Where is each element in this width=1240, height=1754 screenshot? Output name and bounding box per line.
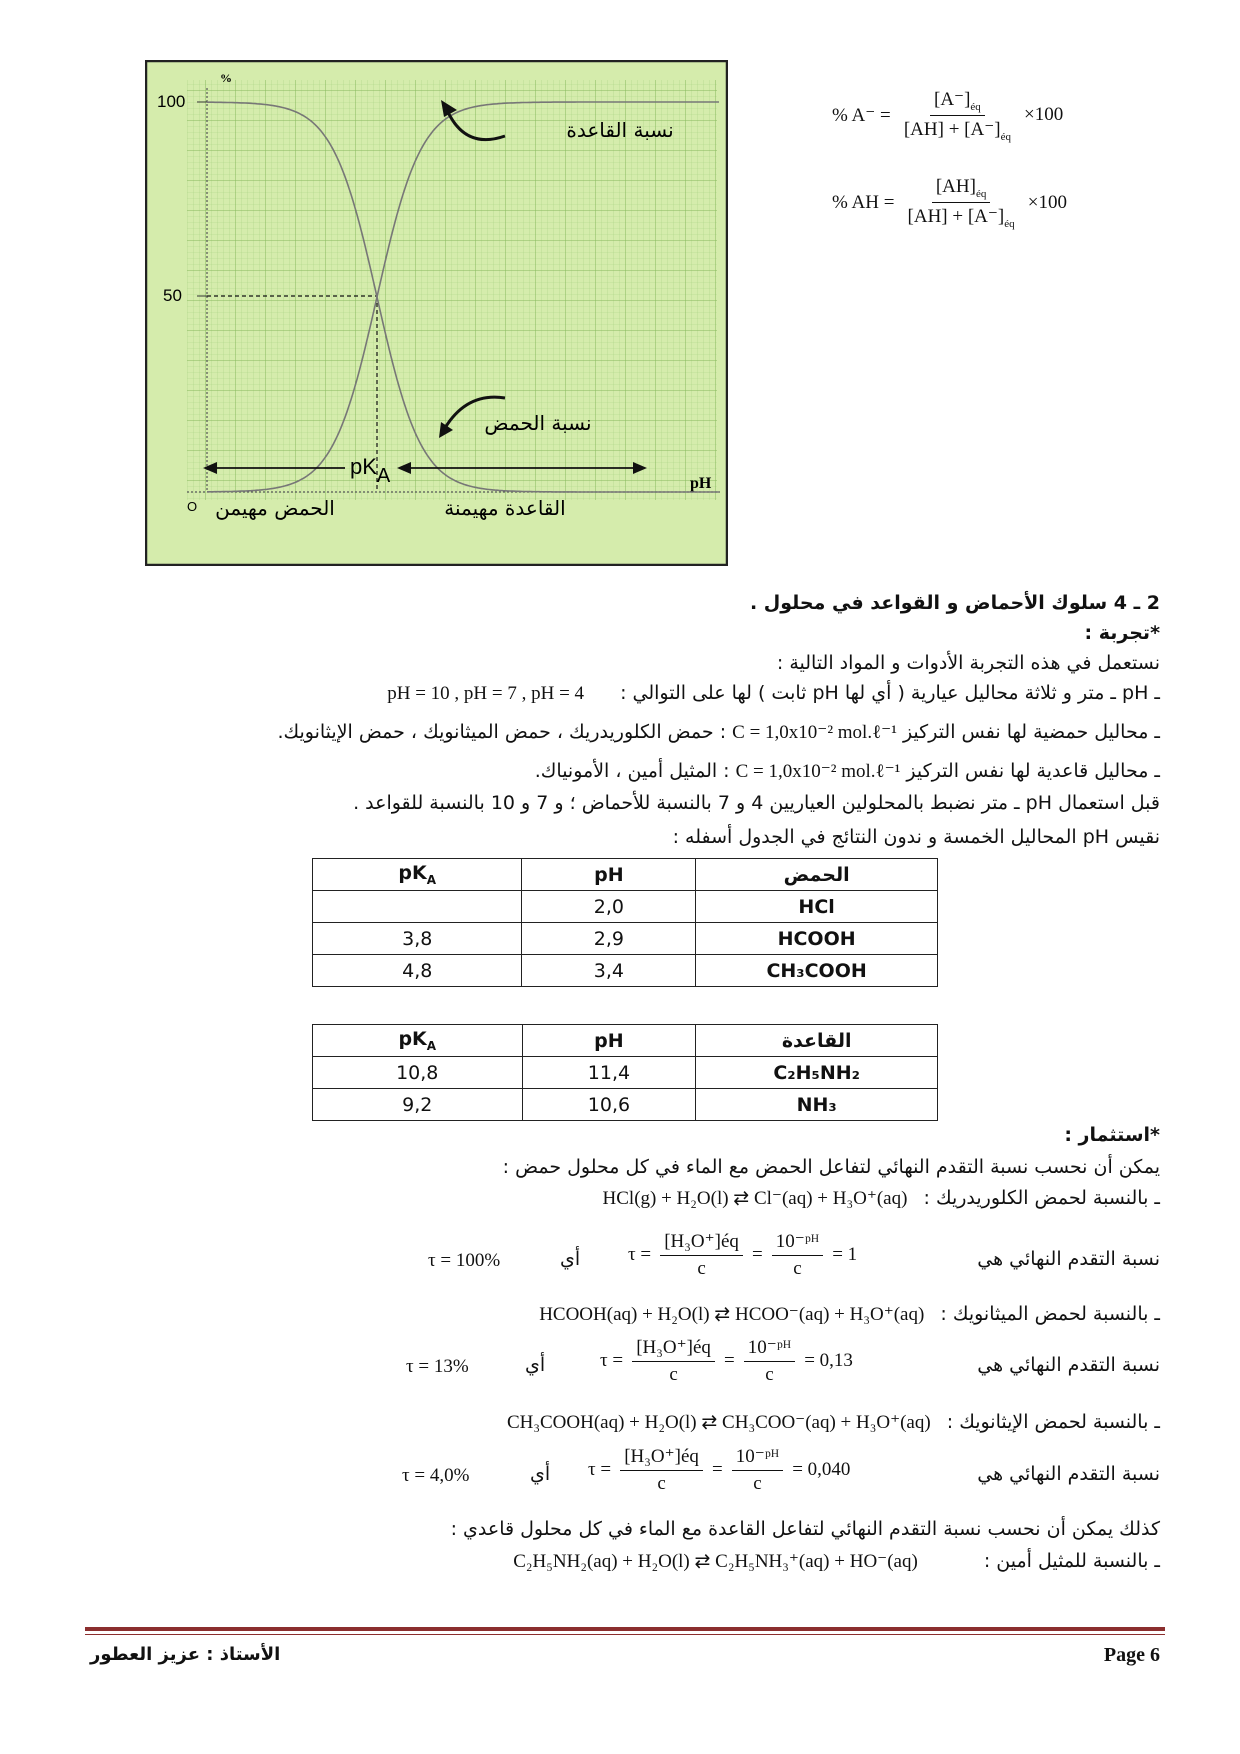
item-ph-meter-text: ـ pH ـ متر و ثلاثة محاليل عيارية ( أي لها pH ثابت ) لها على التوالي : <box>620 682 1160 704</box>
formula-ah-fraction <box>904 176 1019 230</box>
ch3cooh-tau-row <box>80 1445 1160 1515</box>
acid-ph-cell: 2,9 <box>522 923 696 955</box>
tau-den2: c <box>753 1473 762 1494</box>
hcooh-tau-value: = 0,13 <box>804 1349 853 1371</box>
acid-ratio-label: نسبة الحمض <box>484 411 592 435</box>
exploitation-heading: *استثمار : <box>1064 1124 1160 1146</box>
item-base-list: : المثيل أمين ، الأمونياك. <box>534 760 730 782</box>
hcooh-tau-result: τ = 13% <box>406 1356 469 1377</box>
hcl-tau-row <box>80 1230 1160 1300</box>
acid-table <box>312 858 938 987</box>
acid-table-ph-header: pH <box>522 859 696 891</box>
hcooh-tau-fraction1 <box>632 1336 715 1386</box>
sigmoid-figure <box>145 60 728 566</box>
tau-num2: 10⁻ᵖᴴ <box>732 1445 783 1471</box>
formula-ah-rhs: ×100 <box>1027 191 1067 213</box>
acid-table-pka-header: $pK_A$ <box>313 859 522 891</box>
ch3cooh-tau-label: نسبة التقدم النهائي هي <box>977 1463 1160 1485</box>
tau-num: [H₃O⁺]éq <box>660 1230 743 1256</box>
x-axis-label: pH <box>690 475 712 492</box>
ch3cooh-tau-fraction1 <box>620 1445 703 1495</box>
calibration-text: قبل استعمال pH ـ متر نضبط بالمحلولين العياريين 4 و 7 بالنسبة للأحماض ؛ و 7 و 10 بالنسبة للقواعد . <box>353 792 1160 814</box>
footer-page-number: Page 6 <box>1103 1644 1160 1666</box>
tau-num: [H₃O⁺]éq <box>632 1336 715 1362</box>
formula-ah-den: $[AH] + [A^-]_{éq}$ <box>907 205 1015 230</box>
hcooh-tau-row <box>80 1336 1160 1406</box>
distribution-chart <box>145 60 728 566</box>
hcl-tau-lhs: τ = <box>628 1243 652 1265</box>
formula-ah <box>832 176 1122 252</box>
formula-a-minus <box>832 88 1112 164</box>
item-ph-meter <box>80 682 1160 705</box>
base-ph-cell: 11,4 <box>522 1057 696 1089</box>
experiment-intro: نستعمل في هذه التجربة الأدوات و المواد التالية : <box>776 652 1160 674</box>
hcl-tau-formula: τ = $\frac{\text{[H₃O⁺]éq}}{c}$ = $\frac{\text{10⁻ᵖᴴ}}{c}$ = 1 <box>628 1231 858 1279</box>
hcooh-tau-lhs: τ = <box>600 1349 624 1371</box>
formula-a-minus-lhs: % A⁻ = <box>832 104 891 126</box>
table-row <box>313 955 938 987</box>
chart-grid <box>187 80 717 500</box>
item-acid-solutions <box>80 721 1160 744</box>
ch3cooh-tau-formula: τ = $\frac{\text{[H₃O⁺]éq}}{c}$ = $\frac{\text{10⁻ᵖᴴ}}{c}$ = 0,040 <box>588 1446 851 1494</box>
section-title: 2 ـ 4 سلوك الأحماض و القواعد في محلول . <box>749 592 1160 614</box>
base-table-ph-header: pH <box>522 1025 696 1057</box>
ch3cooh-tau-lhs: τ = <box>588 1458 612 1480</box>
acid-name-cell: HCl <box>696 891 938 923</box>
tau-den: c <box>657 1473 666 1494</box>
footer-rule-thick <box>85 1627 1165 1631</box>
base-pka-cell: 10,8 <box>313 1057 523 1089</box>
item-base-concentration: C = 1,0x10⁻² mol.ℓ⁻¹ <box>735 761 901 782</box>
tau-num2: 10⁻ᵖᴴ <box>744 1336 795 1362</box>
formula-ah-num: $[AH]_{éq}$ <box>932 176 991 203</box>
hcooh-line <box>80 1303 1160 1326</box>
hcooh-equation: HCOOH(aq) + H₂O(l) ⇄ HCOO⁻(aq) + H₃O⁺(aq) <box>539 1304 925 1325</box>
formula-a-minus-fraction <box>900 88 1015 143</box>
ch3cooh-line <box>80 1411 1160 1434</box>
item-base-solutions-text: ـ محاليل قاعدية لها نفس التركيز <box>906 760 1160 782</box>
hcooh-tau-fraction2 <box>744 1336 795 1386</box>
hcl-equation: HCl(g) + H₂O(l) ⇄ Cl⁻(aq) + H₃O⁺(aq) <box>602 1188 908 1209</box>
item-base-solutions <box>80 760 1160 783</box>
base-name-cell: NH₃ <box>696 1089 938 1121</box>
formula-a-minus-den: $[AH] + [A^-]_{éq}$ <box>903 118 1011 143</box>
acid-ph-cell: 3,4 <box>522 955 696 987</box>
item-acid-list: : حمض الكلوريدريك ، حمض الميثانويك ، حمض الإيثانويك. <box>277 721 727 743</box>
acid-pka-cell: 3,8 <box>313 923 522 955</box>
hcooh-label: ـ بالنسبة لحمض الميثانويك : <box>940 1303 1160 1325</box>
formula-a-minus-num: $[A^-]_{éq}$ <box>930 88 985 116</box>
exploitation-intro: يمكن أن نحسب نسبة التقدم النهائي لتفاعل الحمض مع الماء في كل محلول حمض : <box>502 1156 1160 1178</box>
tau-den2: c <box>793 1258 802 1279</box>
base-name-cell: C₂H₅NH₂ <box>696 1057 938 1089</box>
base-table-header <box>313 1025 938 1057</box>
acid-pka-cell <box>313 891 522 923</box>
table-row <box>313 923 938 955</box>
footer-author: الأستاذ : عزيز العطور <box>90 1644 281 1665</box>
item-acid-solutions-text: ـ محاليل حمضية لها نفس التركيز <box>902 721 1160 743</box>
tau-den2: c <box>765 1364 774 1385</box>
ch3cooh-tau-result: τ = 4,0% <box>402 1465 470 1486</box>
formula-ah-lhs: % AH = <box>832 191 895 213</box>
footer-rule-thin <box>85 1634 1165 1635</box>
acid-name-cell: CH₃COOH <box>696 955 938 987</box>
acid-ph-cell: 2,0 <box>522 891 696 923</box>
hcooh-tau-label: نسبة التقدم النهائي هي <box>977 1354 1160 1376</box>
hcl-tau-fraction1 <box>660 1230 743 1280</box>
tau-den: c <box>697 1258 706 1279</box>
acid-dominant-label: الحمض مهيمن <box>215 496 335 520</box>
base-table-pka-header: $pK_A$ <box>313 1025 523 1057</box>
tau-num: [H₃O⁺]éq <box>620 1445 703 1471</box>
ch3cooh-ay: أي <box>530 1463 551 1485</box>
hcl-tau-label: نسبة التقدم النهائي هي <box>977 1248 1160 1270</box>
table-row <box>313 891 938 923</box>
table-row <box>313 1089 938 1121</box>
acid-table-name-header: الحمض <box>696 859 938 891</box>
hcooh-ay: أي <box>525 1354 546 1376</box>
hcl-label: ـ بالنسبة لحمض الكلوريدريك : <box>923 1187 1160 1209</box>
amine-line <box>80 1550 1160 1573</box>
base-ph-cell: 10,6 <box>522 1089 696 1121</box>
experiment-heading: *تجربة : <box>1084 622 1160 644</box>
base-pka-cell: 9,2 <box>313 1089 523 1121</box>
tau-num2: 10⁻ᵖᴴ <box>772 1230 823 1256</box>
y-unit-label: % <box>220 71 232 85</box>
pka-label: pKA <box>350 454 391 487</box>
amine-equation: C₂H₅NH₂(aq) + H₂O(l) ⇄ C₂H₅NH₃⁺(aq) + HO⁻(aq) <box>513 1551 918 1572</box>
table-row <box>313 1057 938 1089</box>
hcl-ay: أي <box>560 1248 581 1270</box>
ch3cooh-tau-value: = 0,040 <box>792 1458 851 1480</box>
item-acid-concentration: C = 1,0x10⁻² mol.ℓ⁻¹ <box>732 722 897 743</box>
ch3cooh-equation: CH₃COOH(aq) + H₂O(l) ⇄ CH₃COO⁻(aq) + H₃O⁺(aq) <box>506 1412 931 1433</box>
acid-pka-cell: 4,8 <box>313 955 522 987</box>
base-ratio-label: نسبة القاعدة <box>566 118 674 142</box>
origin-label: O <box>187 499 198 514</box>
ch3cooh-tau-fraction2 <box>732 1445 783 1495</box>
formula-a-minus-rhs: ×100 <box>1024 104 1064 126</box>
y-tick-50: 50 <box>163 286 182 305</box>
base-table-name-header: القاعدة <box>696 1025 938 1057</box>
amine-label: ـ بالنسبة للمثيل أمين : <box>983 1550 1160 1572</box>
measure-text: نقيس pH المحاليل الخمسة و ندون النتائج في الجدول أسفله : <box>672 826 1160 848</box>
y-tick-100: 100 <box>157 92 186 111</box>
item-ph-meter-values: pH = 10 , pH = 7 , pH = 4 <box>387 683 585 704</box>
ch3cooh-label: ـ بالنسبة لحمض الإيثانويك : <box>946 1411 1160 1433</box>
acid-table-header <box>313 859 938 891</box>
hcooh-tau-formula: τ = $\frac{\text{[H₃O⁺]éq}}{c}$ = $\frac{\text{10⁻ᵖᴴ}}{c}$ = 0,13 <box>600 1337 853 1385</box>
base-dominant-label: القاعدة مهيمنة <box>444 496 566 520</box>
hcl-tau-result: τ = 100% <box>428 1250 501 1271</box>
hcl-tau-fraction2 <box>772 1230 823 1280</box>
acid-name-cell: HCOOH <box>696 923 938 955</box>
hcl-tau-value: = 1 <box>832 1243 858 1265</box>
base-table <box>312 1024 938 1121</box>
base-intro: كذلك يمكن أن نحسب نسبة التقدم النهائي لتفاعل القاعدة مع الماء في كل محلول قاعدي : <box>450 1518 1160 1540</box>
tau-den: c <box>669 1364 678 1385</box>
hcl-line <box>80 1187 1160 1210</box>
